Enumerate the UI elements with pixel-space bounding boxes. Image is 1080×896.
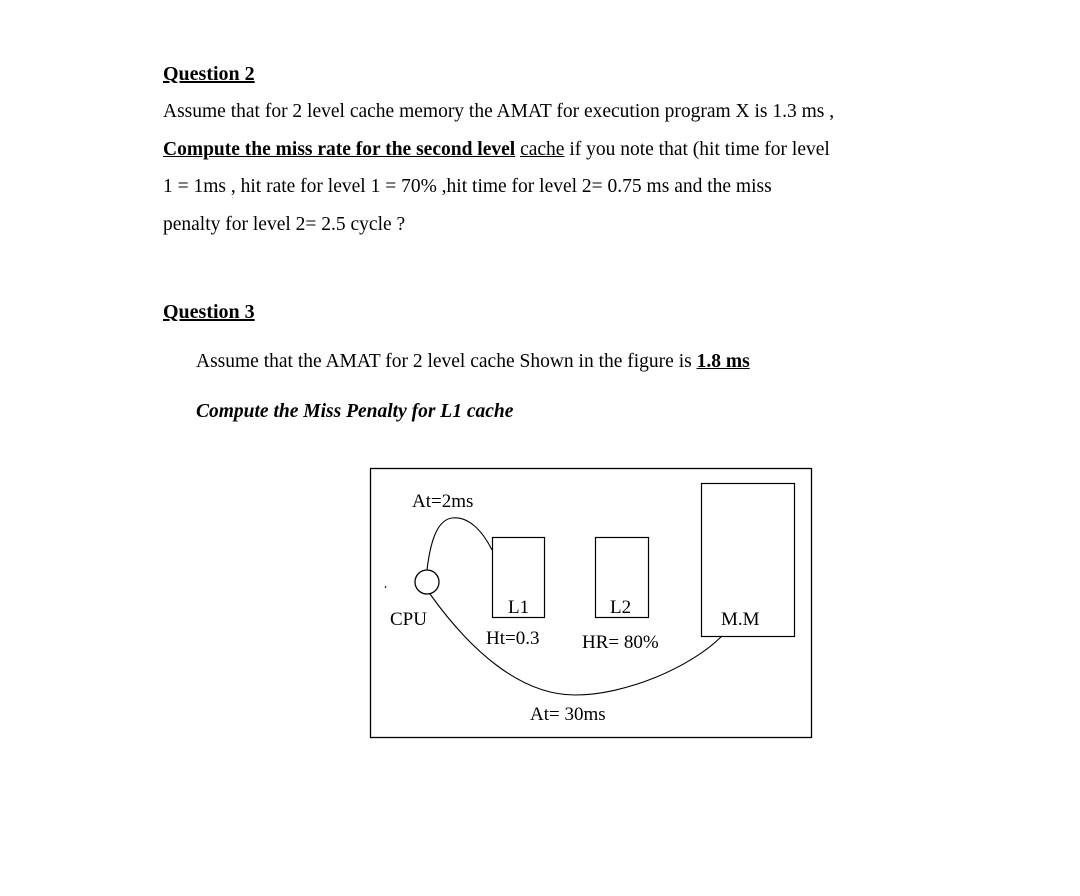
q2-line-1: Assume that for 2 level cache memory the AMAT for execution program X is 1.3 ms , [163,101,835,122]
l2-label: L2 [610,597,632,618]
at-bottom-label: At= 30ms [530,704,606,725]
stray-mark [385,586,386,588]
cpu-to-l1-curve [427,518,492,570]
q3-instruction: Compute the Miss Penalty for L1 cache [196,401,514,422]
cpu-node [415,570,439,594]
cpu-to-mm-curve [430,594,722,695]
q2-line-4: penalty for level 2= 2.5 cycle ? [163,214,406,235]
question-2-title: Question 2 [163,63,255,85]
q2-cache-word: cache [520,139,565,160]
cpu-label: CPU [390,609,427,630]
q2-line-2-rest: if you note that (hit time for level [564,139,830,160]
at-top-label: At=2ms [412,491,474,512]
l1-label: L1 [508,597,530,618]
l1-hit-time-label: Ht=0.3 [486,628,540,649]
l2-hit-rate-label: HR= 80% [582,632,659,653]
q2-compute-instruction: Compute the miss rate for the second level [163,139,516,160]
q3-line-1-text: Assume that the AMAT for 2 level cache Shown in the figure is [196,351,697,372]
mm-label: M.M [721,609,760,630]
question-3-title: Question 3 [163,301,255,323]
q3-amat-value: 1.8 ms [696,351,750,372]
q2-line-3: 1 = 1ms , hit rate for level 1 = 70% ,hit time for level 2= 0.75 ms and the miss [163,176,772,197]
